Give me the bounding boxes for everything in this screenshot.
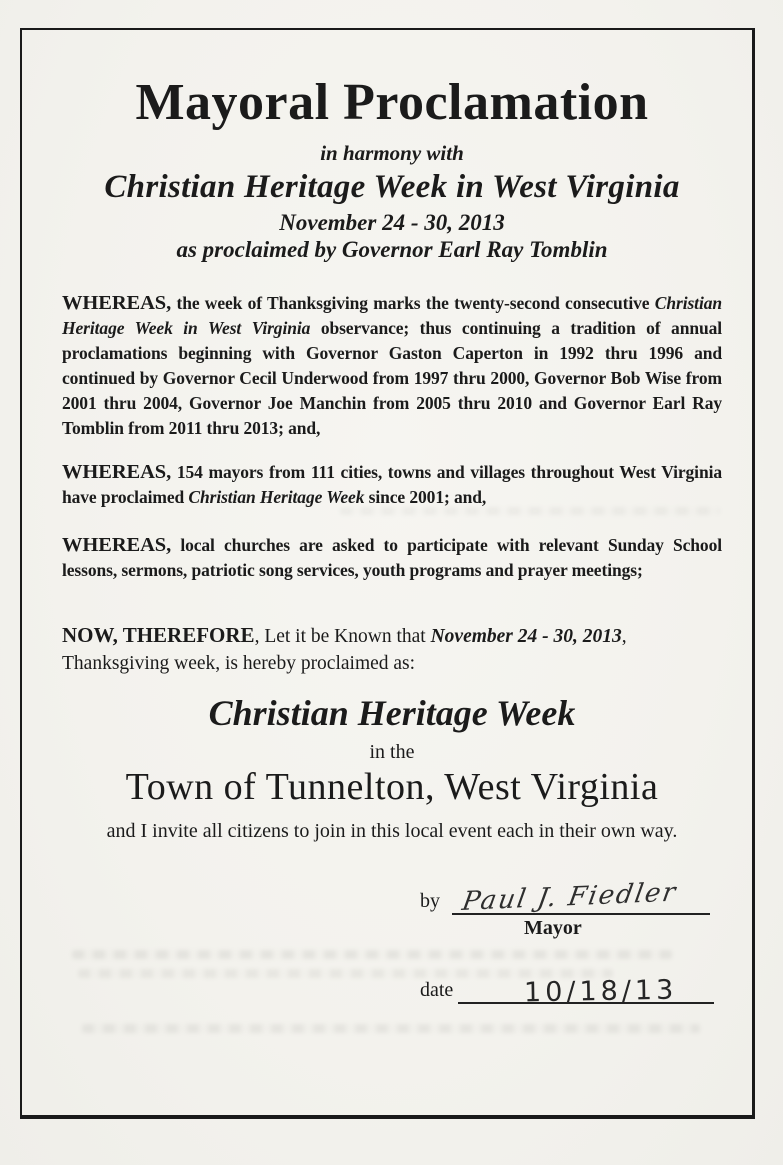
date-block <box>420 966 722 1009</box>
whereas-text: since 2001; and, <box>364 486 487 507</box>
handwritten-signature: Paul J. Fiedler <box>460 877 680 917</box>
date-line <box>458 966 714 1009</box>
whereas-lead: WHEREAS, <box>62 533 172 556</box>
handwritten-date: 10/18/13 <box>524 974 678 1009</box>
page-title: Mayoral Proclamation <box>135 74 649 131</box>
whereas-lead: WHEREAS, <box>62 291 172 314</box>
ink-bleedthrough-smudge <box>72 950 672 959</box>
signature-row <box>420 879 722 915</box>
whereas-text: the week of Thanksgiving marks the twenty-second consecutive <box>171 292 655 313</box>
whereas-italic-phrase: Christian Heritage Week in West Virginia <box>62 292 722 338</box>
signer-role-label: Mayor <box>524 917 582 939</box>
whereas-paragraph-3 <box>62 533 722 583</box>
therefore-text: , Thanksgiving week, is hereby proclaimed as: <box>62 625 627 674</box>
therefore-lead: NOW, THEREFORE <box>62 622 255 647</box>
signature-block <box>420 879 722 940</box>
event-dates: November 24 - 30, 2013 <box>279 209 505 235</box>
town-name-heading: Town of Tunnelton, West Virginia <box>125 765 659 808</box>
whereas-lead: WHEREAS, <box>62 460 172 483</box>
harmony-subtitle: in harmony with <box>320 140 464 165</box>
proclaimed-week-heading: Christian Heritage Week <box>208 692 576 733</box>
in-the-line: in the <box>369 740 415 763</box>
whereas-text: observance; thus continuing a tradition of annual proclamations beginning with Governor Gaston Caperton in 1992 thru 1996 and continued by Governor Cecil Underwood from 1997 thru 2000, Governor Bob Wise from 2001 thru 2004, Governor Joe Manchin from 2005 thru 2010 and Governor Earl Ray Tomblin from 2011 thru 2013; and, <box>62 317 723 438</box>
therefore-paragraph <box>62 622 722 677</box>
whereas-text: local churches are asked to participate with relevant Sunday School lessons, sermons, patriotic song services, youth programs and prayer meetings; <box>62 534 722 580</box>
signature-line <box>452 879 710 915</box>
event-title: Christian Heritage Week in West Virginia <box>104 168 680 205</box>
whereas-paragraph-2 <box>62 460 722 510</box>
therefore-italic-dates: November 24 - 30, 2013 <box>430 625 622 647</box>
date-row <box>420 966 722 1009</box>
invite-line: and I invite all citizens to join in this local event each in their own way. <box>106 819 678 842</box>
whereas-text: 154 mayors from 111 cities, towns and villages throughout West Virginia have proclaimed <box>62 461 722 507</box>
by-label: by <box>420 890 440 912</box>
governor-line: as proclaimed by Governor Earl Ray Tomblin <box>176 236 608 262</box>
therefore-text: , Let it be Known that <box>254 625 431 647</box>
proclamation-body <box>62 76 722 843</box>
ink-bleedthrough-smudge <box>82 1024 700 1033</box>
whereas-paragraph-1 <box>62 291 722 441</box>
date-label: date <box>420 979 454 1001</box>
whereas-italic-phrase: Christian Heritage Week <box>188 486 365 507</box>
